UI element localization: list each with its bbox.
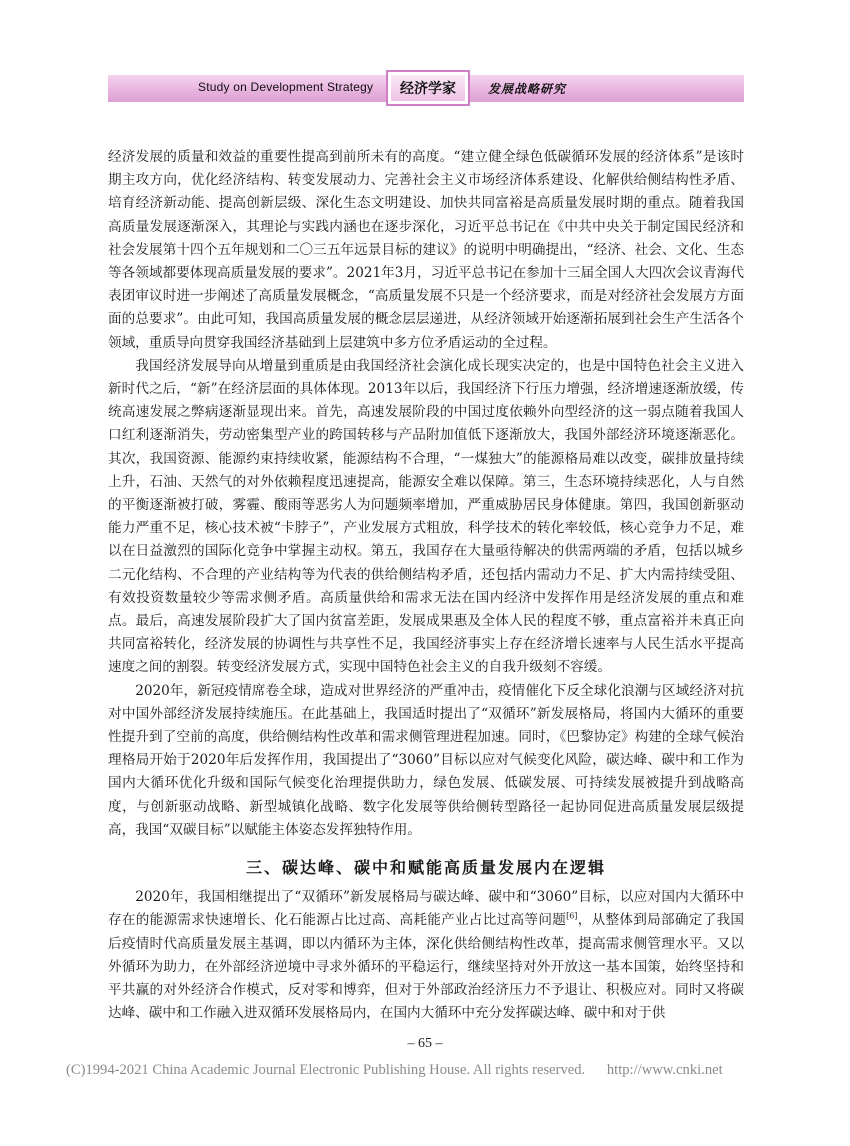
article-body xyxy=(108,146,744,1025)
page-number: – 65 – xyxy=(407,1036,443,1051)
paragraph-3: 2020年，新冠疫情席卷全球，造成对世界经济的严重冲击，疫情催化下反全球化浪潮与区域经济对抗对中国外部经济发展持续施压。在此基础上，我国适时提出了“双循环”新发展格局，将国内大循环的重要性提升到了空前的高度，供给侧结构性改革和需求侧管理进程加速。同时，《巴黎协定》构建的全球气候治理格局开始于2020年后发挥作用，我国提出了“3060”目标以应对气候变化风险，碳达峰、碳中和工作为国内大循环优化升级和国际气候变化治理提供助力，绿色发展、低碳发展、可持续发展被提升到战略高度，与创新驱动战略、新型城镇化战略、数字化发展等供给侧转型路径一起协同促进高质量发展层级提高，我国“双碳目标”以赋能主体姿态发挥独特作用。 xyxy=(108,682,744,838)
paragraph-4-part1: 2020年，我国相继提出了“双循环”新发展格局与碳达峰、碳中和“3060”目标，以应对国内大循环中存在的能源需求快速增长、化石能源占比过高、高耗能产业占比过高等问题 xyxy=(108,889,744,929)
paragraph-4 xyxy=(108,886,744,1025)
section-heading: 三、碳达峰、碳中和赋能高质量发展内在逻辑 xyxy=(245,858,606,878)
paragraph-1: 经济发展的质量和效益的重要性提高到前所未有的高度。“建立健全绿色低碳循环发展的经济体系”是该时期主攻方向，优化经济结构、转变发展动力、完善社会主义市场经济体系建设、化解供给侧结构性矛盾、培育经济新动能、提高创新层级、深化生态文明建设、加快共同富裕是高质量发展时期的重点。随着我国高质量发展逐渐深入，其理论与实践内涵也在逐步深化，习近平总书记在《中共中央关于制定国民经济和社会发展第十四个五年规划和二〇三五年远景目标的建议》的说明中明确提出，“经济、社会、文化、生态等各领域都要体现高质量发展的要求”。2021年3月，习近平总书记在参加十三届全国人大四次会议青海代表团审议时进一步阐述了高质量发展概念，“高质量发展不只是一个经济要求，而是对经济社会发展方方面面的总要求”。由此可知，我国高质量发展的概念层层递进，从经济领域开始逐渐拓展到社会生产生活各个领域，重质导向贯穿我国经济基础到上层建筑中多方位矛盾运动的全过程。 xyxy=(108,149,744,351)
citation-reference[interactable]: [6] xyxy=(566,911,578,921)
running-header-english: Study on Development Strategy xyxy=(198,80,374,94)
paragraph-2: 我国经济发展导向从增量到重质是由我国经济社会演化成长现实决定的，也是中国特色社会主义进入新时代之后，“新”在经济层面的具体体现。2013年以后，我国经济下行压力增强，经济增速逐渐放缓，传统高速发展之弊病逐渐显现出来。首先，高速发展阶段的中国过度依赖外向型经济的这一弱点随着我国人口红利逐渐消失，劳动密集型产业的跨国转移与产品附加值低下逐渐放大，我国外部经济环境逐渐恶化。其次，我国资源、能源约束持续收紧，能源结构不合理，“一煤独大”的能源格局难以改变，碳排放量持续上升，石油、天然气的对外依赖程度迅速提高，能源安全难以保障。第三，生态环境持续恶化，人与自然的平衡逐渐被打破，雾霾、酸雨等恶劣人为问题频率增加，严重威胁居民身体健康。第四，我国创新驱动能力严重不足，核心技术被“卡脖子”，产业发展方式粗放，科学技术的转化率较低，核心竞争力不足，难以在日益激烈的国际化竞争中掌握主动权。第五，我国存在大量亟待解决的供需两端的矛盾，包括以城乡二元化结构、不合理的产业结构等为代表的供给侧结构矛盾，还包括内需动力不足、扩大内需持续受阻、有效投资数量较少等需求侧矛盾。高质量供给和需求无法在国内经济中发挥作用是经济发展的重点和难点。最后，高速发展阶段扩大了国内贫富差距，发展成果惠及全体人民的程度不够，重点富裕并未真正向共同富裕转化，经济发展的协调性与共享性不足，我国经济事实上存在经济增长速率与人民生活水平提高速度之间的割裂。转变经济发展方式，实现中国特色社会主义的自我升级刻不容缓。 xyxy=(108,357,744,676)
journal-logo-badge xyxy=(386,70,470,106)
running-header-section: 发展战略研究 xyxy=(488,82,567,96)
publisher-url[interactable]: http://www.cnki.net xyxy=(606,1062,723,1078)
paragraph-4-part2: ，从整体到局部确定了我国后疫情时代高质量发展主基调，即以内循环为主体，深化供给侧结构性改革，提高需求侧管理水平。又以外循环为助力，在外部经济逆境中寻求外循环的平稳运行，继续坚持对外开放这一基本国策，始终坚持和平共赢的对外经济合作模式，反对零和博弈，但对于外部政治经济压力不予退让、积极应对。同时又将碳达峰、碳中和工作融入进双循环发展格局内，在国内大循环中充分发挥碳达峰、碳中和对于供 xyxy=(108,912,745,1022)
copyright-text: (C)1994-2021 China Academic Journal Electronic Publishing House. All rights reserved. xyxy=(66,1062,586,1078)
journal-logo-text: 经济学家 xyxy=(391,75,465,101)
copyright-line xyxy=(66,1062,723,1079)
